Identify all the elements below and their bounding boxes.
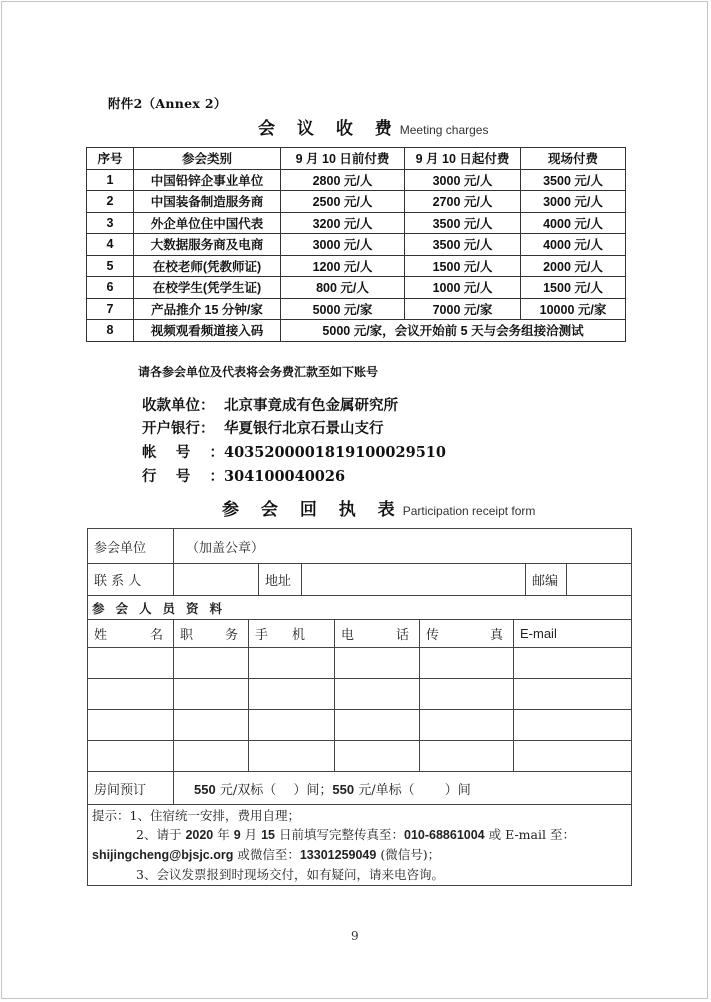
attendee-row: [88, 710, 632, 741]
contact-input[interactable]: [174, 564, 259, 596]
cell: 4000 元/人: [521, 212, 626, 234]
cell: 中国铅锌企事业单位: [134, 169, 281, 191]
cell: 2800 元/人: [281, 169, 405, 191]
fax-number: 010-68861004: [404, 828, 485, 842]
cell-input[interactable]: [249, 710, 335, 741]
cell-input[interactable]: [249, 741, 335, 772]
address-label: 地址: [259, 564, 302, 596]
room-double-text: 元/双标（ ）间；: [215, 782, 333, 798]
attendee-row: [88, 741, 632, 772]
room-price-double: 550: [194, 781, 216, 797]
note-2-cont: [92, 845, 627, 865]
cell: 6: [87, 277, 134, 299]
cell: 4000 元/人: [521, 234, 626, 256]
cell: 3500 元/人: [405, 212, 521, 234]
cell: 3500 元/人: [405, 234, 521, 256]
cell-input[interactable]: [514, 710, 632, 741]
t: 日前填写完整传真至：: [275, 827, 404, 842]
section-label: 参会人员资料: [88, 596, 632, 620]
note-2: [92, 825, 627, 845]
room-single-text: 元/单标（ ）间: [354, 782, 471, 798]
account-label: 帐号：: [142, 444, 224, 461]
cell: 2500 元/人: [281, 191, 405, 213]
cell: 1: [87, 169, 134, 191]
payee-value: 北京事竟成有色金属研究所: [224, 397, 398, 414]
attendee-row: [88, 648, 632, 679]
room-row: [88, 772, 632, 805]
cell: 1500 元/人: [405, 255, 521, 277]
cell: 3200 元/人: [281, 212, 405, 234]
cell-input[interactable]: [88, 710, 174, 741]
col-email: E-mail: [514, 620, 632, 648]
header-before: 9 月 10 日前付费: [281, 148, 405, 170]
cell: 3: [87, 212, 134, 234]
cell: 2000 元/人: [521, 255, 626, 277]
cell-input[interactable]: [514, 679, 632, 710]
remittance-note: 请各参会单位及代表将会务费汇款至如下账号: [138, 365, 379, 379]
receipt-title-en: Participation receipt form: [402, 504, 536, 518]
cell: 在校学生(凭学生证): [134, 277, 281, 299]
receipt-title-cn: 参 会 回 执 表: [222, 500, 403, 520]
t: 2020: [185, 828, 214, 842]
room-label: 房间预订: [88, 772, 174, 805]
t: 月: [240, 827, 262, 842]
cell: 3000 元/人: [281, 234, 405, 256]
t: 年: [213, 827, 234, 842]
cell: 5000 元/家: [281, 298, 405, 320]
receipt-title: [222, 495, 535, 520]
table-row: [87, 191, 626, 213]
cell-input[interactable]: [420, 741, 514, 772]
cell: 中国装备制造服务商: [134, 191, 281, 213]
attendee-header-row: [88, 620, 632, 648]
t: 或微信至：: [233, 847, 300, 862]
t: 或 E-mail 至：: [484, 827, 575, 842]
cell: 1500 元/人: [521, 277, 626, 299]
col-title: 职 务: [174, 620, 249, 648]
fees-title: [258, 114, 488, 139]
cell-input[interactable]: [420, 679, 514, 710]
cell-input[interactable]: [335, 679, 420, 710]
unit-input[interactable]: （加盖公章）: [174, 529, 632, 564]
cell-input[interactable]: [249, 679, 335, 710]
address-input[interactable]: [302, 564, 526, 596]
cell: 2700 元/人: [405, 191, 521, 213]
bank-line: [142, 417, 384, 438]
fees-title-cn: 会 议 收 费: [258, 119, 400, 139]
table-row: [87, 169, 626, 191]
cell-input[interactable]: [335, 741, 420, 772]
t: 2、请于: [136, 827, 186, 842]
cell: 4: [87, 234, 134, 256]
section-row: [88, 596, 632, 620]
cell: 产品推介 15 分钟/家: [134, 298, 281, 320]
col-name: 姓 名: [88, 620, 174, 648]
note-1: 提示：1、住宿统一安排，费用自理；: [92, 808, 300, 823]
unit-row: [88, 529, 632, 564]
account-line: [142, 441, 446, 462]
wechat-id: 13301259049: [299, 848, 377, 862]
fees-title-en: Meeting charges: [399, 123, 489, 137]
page-number: 9: [351, 929, 359, 943]
cell-input[interactable]: [88, 648, 174, 679]
bank-no-line: [142, 465, 345, 486]
payee-line: [142, 394, 398, 415]
cell: 10000 元/家: [521, 298, 626, 320]
receipt-form: [87, 528, 632, 886]
cell: 大数据服务商及电商: [134, 234, 281, 256]
cell-input[interactable]: [174, 648, 249, 679]
payee-label: 收款单位：: [142, 397, 215, 414]
room-booking[interactable]: [174, 772, 632, 805]
table-row: [87, 298, 626, 320]
table-row: [87, 277, 626, 299]
table-row: [87, 320, 626, 342]
unit-label: 参会单位: [88, 529, 174, 564]
header-category: 参会类别: [134, 148, 281, 170]
header-after: 9 月 10 日起付费: [405, 148, 521, 170]
t: (微信号)；: [376, 847, 441, 862]
cell: 外企单位住中国代表: [134, 212, 281, 234]
header-no: 序号: [87, 148, 134, 170]
cell: 3000 元/人: [521, 191, 626, 213]
account-value: 4035200001819100029510: [224, 444, 446, 461]
cell-input[interactable]: [335, 710, 420, 741]
cell-input[interactable]: [514, 741, 632, 772]
cell-input[interactable]: [174, 710, 249, 741]
col-phone: 电 话: [335, 620, 420, 648]
col-fax: 传 真: [420, 620, 514, 648]
bank-no-label: 行号：: [142, 468, 224, 485]
col-mobile: 手 机: [249, 620, 335, 648]
table-row: [87, 212, 626, 234]
cell: 3500 元/人: [521, 169, 626, 191]
cell-input[interactable]: [335, 648, 420, 679]
cell-input[interactable]: [174, 679, 249, 710]
cell: 800 元/人: [281, 277, 405, 299]
postcode-label: 邮编: [526, 564, 567, 596]
email-link[interactable]: shijingcheng@bjsjc.org: [92, 848, 234, 862]
bank-no-value: 304100040026: [224, 468, 346, 485]
cell: 7000 元/家: [405, 298, 521, 320]
contact-row: [88, 564, 632, 596]
cell-input[interactable]: [420, 710, 514, 741]
table-row: [87, 234, 626, 256]
cell-input[interactable]: [88, 679, 174, 710]
cell: 2: [87, 191, 134, 213]
cell: 1000 元/人: [405, 277, 521, 299]
cell-input[interactable]: [249, 648, 335, 679]
bank-label: 开户银行：: [142, 420, 215, 437]
cell: 5: [87, 255, 134, 277]
cell-input[interactable]: [514, 648, 632, 679]
cell-merged-note: 5000 元/家，会议开始前 5 天与会务组接洽测试: [281, 320, 626, 342]
cell-input[interactable]: [88, 741, 174, 772]
fee-table: [86, 147, 626, 342]
cell: 7: [87, 298, 134, 320]
t: 9: [233, 828, 241, 842]
postcode-input[interactable]: [567, 564, 632, 596]
cell-input[interactable]: [174, 741, 249, 772]
cell-input[interactable]: [420, 648, 514, 679]
header-onsite: 现场付费: [521, 148, 626, 170]
cell: 1200 元/人: [281, 255, 405, 277]
room-price-single: 550: [332, 781, 355, 797]
cell: 8: [87, 320, 134, 342]
attendee-row: [88, 679, 632, 710]
t: 15: [261, 828, 276, 842]
bank-value: 华夏银行北京石景山支行: [224, 420, 384, 437]
note-3: 3、会议发票报到时现场交付，如有疑问，请来电咨询。: [136, 867, 444, 882]
cell: 视频观看频道接入码: [134, 320, 281, 342]
notes: [88, 805, 632, 886]
fee-header-row: [87, 148, 626, 170]
cell: 3000 元/人: [405, 169, 521, 191]
notes-row: [88, 805, 632, 886]
annex-label: 附件2（Annex 2）: [108, 96, 227, 111]
table-row: [87, 255, 626, 277]
cell: 在校老师(凭教师证): [134, 255, 281, 277]
contact-label: 联 系 人: [88, 564, 174, 596]
